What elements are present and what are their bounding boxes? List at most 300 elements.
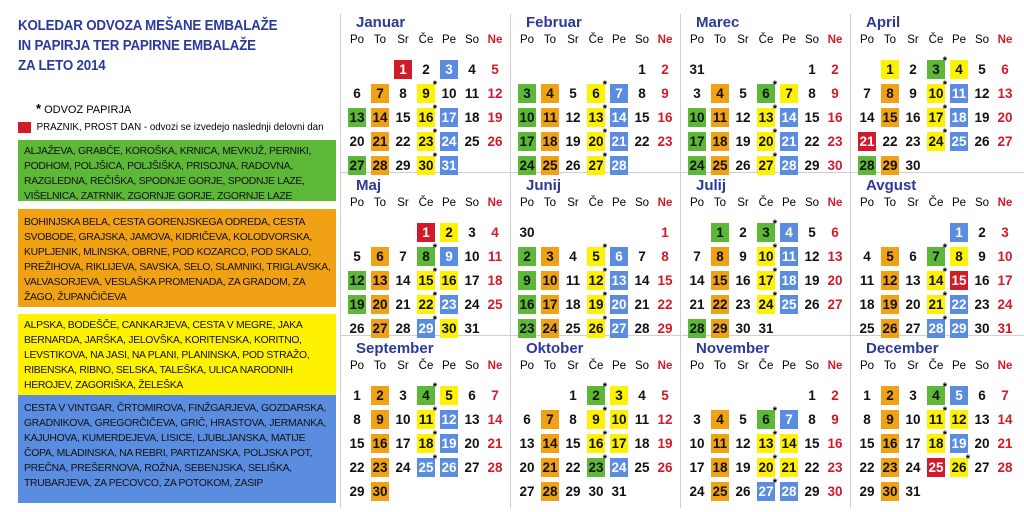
weekday-header: Sr: [567, 360, 579, 372]
day-cell: 15: [882, 110, 898, 125]
day-cell: 2: [881, 386, 899, 405]
day-cell: 16: [519, 297, 535, 312]
day-cell: 4: [950, 60, 968, 79]
weekday-header: So: [464, 34, 480, 46]
paper-star-icon: *: [432, 127, 437, 139]
day-cell: 14: [997, 412, 1013, 427]
day-cell: 20: [349, 134, 365, 149]
day-cell: 21: [611, 134, 627, 149]
weekday-header: Sr: [397, 197, 409, 209]
title-line-3: ZA LETO 2014: [18, 58, 106, 74]
day-cell: 8: [353, 412, 361, 427]
day-cell: 3 *: [927, 60, 945, 79]
day-cell: 13 *: [758, 429, 777, 451]
day-cell: 25: [712, 484, 728, 499]
paper-star-icon: *: [602, 405, 607, 417]
weekday-header: To: [373, 34, 387, 46]
month-junij: [518, 177, 688, 341]
day-cell: 23 *: [588, 453, 607, 475]
day-cell: 20: [997, 110, 1013, 125]
day-cell: 11 *: [928, 405, 947, 427]
day-cell: 6: [523, 412, 531, 427]
day-cell: 3: [693, 412, 701, 427]
weekday-header: Po: [689, 360, 705, 372]
weekday-header: Če: [418, 360, 434, 372]
day-cell: 13: [372, 273, 388, 288]
day-cell: 25: [781, 297, 797, 312]
day-cell: 7: [491, 388, 499, 403]
day-cell: 26: [349, 321, 365, 336]
day-cell: 17: [689, 460, 705, 475]
day-cell: 29: [712, 321, 728, 336]
day-cell: 18: [951, 110, 967, 125]
day-cell: 16: [882, 436, 898, 451]
weekday-header: Če: [418, 197, 434, 209]
day-cell: 9: [518, 271, 536, 290]
day-cell: 22: [634, 134, 650, 149]
day-cell: 11: [951, 86, 967, 101]
day-cell: 28: [487, 460, 503, 475]
day-cell: 1: [353, 388, 361, 403]
weekday-header: Ne: [997, 34, 1013, 46]
day-cell: 13 *: [588, 103, 607, 125]
month-name: Januar: [356, 14, 406, 31]
day-cell: 18: [634, 436, 650, 451]
paper-star-icon: *: [772, 477, 777, 489]
day-cell: 24: [395, 460, 411, 475]
area-orange-streets: BOHINJSKA BELA, CESTA GORENJSKEGA ODREDA, CESTA SVOBODE, GRAJSKA, JAMOVA, KIDRIČEVA, KOLODVORSKA, KUPLJENIK, MLINSKA, OBRNE, POD KOZARCO, POD SKALO, PREŽIHOVA, RIKLIJEVA, SAVSKA, SELO, SLAMNIKI, TRIGLAVSKA, VALVASORJEVA, VESLAŠKA PROMENADA, ZA GRADOM, ZA ŽAGO, ŽUPANČIČEVA: [18, 209, 336, 307]
day-cell: 30: [519, 225, 535, 240]
weekday-header: Če: [758, 34, 774, 46]
day-cell: 10: [542, 273, 558, 288]
day-cell: 21: [372, 134, 388, 149]
day-cell: 25: [487, 297, 503, 312]
day-cell: 14: [859, 110, 875, 125]
day-cell: 5: [808, 225, 816, 240]
day-cell: 24: [997, 297, 1013, 312]
day-cell: 21 *: [928, 290, 947, 312]
day-cell: 20: [827, 273, 843, 288]
legend-panel: [0, 0, 338, 512]
area-yellow-streets: ALPSKA, BODEŠČE, CANKARJEVA, CESTA V MEGRE, JAKA BERNARDA, JARŠKA, JELOVŠKA, KORITENSKA, KORITNO, LEVSTIKOVA, NA JASI, NA PLANI, PLANINSKA, POD STRAŽO, RIBENSKA, RIBNO, SELSKA, TALEŠKA, ULICA NARODNIH HEROJEV, ZAGORIŠKA, ŽELEŠKA: [18, 314, 336, 396]
paper-star-icon: *: [772, 151, 777, 163]
day-cell: 1: [808, 388, 816, 403]
day-cell: 27: [827, 297, 843, 312]
weekday-header: Pe: [441, 34, 457, 46]
day-cell: 9: [881, 410, 899, 429]
day-cell: 19: [974, 110, 990, 125]
day-cell: 31: [905, 484, 921, 499]
day-cell: 27 *: [758, 477, 777, 499]
day-cell: 17: [464, 273, 480, 288]
month-oktober: [518, 340, 688, 504]
day-cell: 28: [781, 484, 797, 499]
month-name: September: [356, 340, 434, 357]
day-cell: 1: [881, 60, 899, 79]
day-cell: 1: [808, 62, 816, 77]
day-cell: 30 *: [418, 151, 437, 173]
day-cell: 5: [739, 412, 747, 427]
paper-star-icon: *: [772, 127, 777, 139]
day-cell: 22: [712, 297, 728, 312]
paper-star-icon: *: [942, 55, 947, 67]
day-cell: 3: [909, 388, 917, 403]
weekday-header: So: [464, 197, 480, 209]
day-cell: 28 *: [928, 314, 947, 336]
paper-star-icon: *: [602, 151, 607, 163]
day-cell: 8 *: [417, 247, 435, 266]
weekday-header: Sr: [737, 34, 749, 46]
paper-star-icon: *: [942, 79, 947, 91]
weekday-header: To: [713, 360, 727, 372]
day-cell: 11: [487, 249, 503, 264]
day-cell: 5: [739, 86, 747, 101]
weekday-header: Pe: [611, 197, 627, 209]
day-cell: 3: [468, 225, 476, 240]
weekday-header: To: [713, 34, 727, 46]
paper-star-icon: *: [942, 405, 947, 417]
day-cell: 12: [735, 436, 751, 451]
day-cell: 29 *: [418, 314, 437, 336]
month-name: April: [866, 14, 901, 31]
day-cell: 16: [827, 110, 843, 125]
title-line-2: IN PAPIRJA TER PAPIRNE EMBALAŽE: [18, 38, 256, 54]
day-cell: 8: [711, 247, 729, 266]
legend-paper: [36, 101, 131, 116]
paper-star-icon: *: [942, 127, 947, 139]
weekday-header: Po: [349, 197, 365, 209]
day-cell: 12: [441, 412, 457, 427]
day-cell: 28: [611, 158, 627, 173]
day-cell: 6: [831, 225, 839, 240]
month-name: November: [696, 340, 770, 357]
day-cell: 4: [638, 388, 646, 403]
weekday-header: Ne: [487, 197, 503, 209]
day-cell: 19: [735, 134, 751, 149]
day-cell: 6: [978, 388, 986, 403]
weekday-header: Pe: [611, 360, 627, 372]
weekday-header: Če: [588, 197, 604, 209]
day-cell: 4: [541, 84, 559, 103]
day-cell: 22: [859, 460, 875, 475]
day-cell: 27: [464, 460, 480, 475]
day-cell: 22: [349, 460, 365, 475]
weekday-header: Ne: [827, 360, 843, 372]
day-cell: 2: [371, 386, 389, 405]
day-cell: 3: [399, 388, 407, 403]
day-cell: 30: [588, 484, 604, 499]
day-cell: 12: [349, 273, 365, 288]
day-cell: 17: [905, 436, 921, 451]
day-cell: 2: [978, 225, 986, 240]
paper-star-icon: *: [432, 151, 437, 163]
day-cell: 29: [565, 484, 581, 499]
day-cell: 26: [487, 134, 503, 149]
paper-star-icon: *: [772, 218, 777, 230]
weekday-header: To: [543, 34, 557, 46]
day-cell: 2: [739, 225, 747, 240]
day-cell: 7: [541, 410, 559, 429]
month-maj: [348, 177, 518, 341]
day-cell: 18: [464, 110, 480, 125]
day-cell: 31: [441, 158, 457, 173]
day-cell: 18: [712, 460, 728, 475]
area-blue-streets: CESTA V VINTGAR, ČRTOMIROVA, FINŽGARJEVA, GOZDARSKA, GRADNIKOVA, GREGORČIČEVA, GRIČ, HRASTOVA, JERMANKA, KAJUHOVA, KUMERDEJEVA, LISICE, LJUBLJANSKA, MATIJE ČOPA, MLADINSKA, NA REBRI, PARTIZANSKA, POLJSKA POT, PREČNA, PREŠERNOVA, ROŽNA, SEBENJSKA, SELIŠKA, TRUBARJEVA, ZA PECOVCO, ZA POTOKOM, ZASIP: [18, 395, 336, 503]
day-cell: 20: [464, 436, 480, 451]
day-cell: 22 *: [418, 290, 437, 312]
month-name: Maj: [356, 177, 382, 194]
day-cell: 3: [1001, 225, 1009, 240]
day-cell: 15: [657, 273, 673, 288]
day-cell: 14: [487, 412, 503, 427]
day-cell: 15: [349, 436, 365, 451]
day-cell: 25: [951, 134, 967, 149]
weekday-header: Po: [859, 197, 875, 209]
day-cell: 9 *: [587, 410, 605, 429]
weekday-header: To: [883, 360, 897, 372]
weekday-header: Sr: [737, 360, 749, 372]
day-cell: 13: [464, 412, 480, 427]
day-cell: 18: [542, 134, 558, 149]
day-cell: 21: [781, 134, 797, 149]
paper-star-icon: *: [772, 429, 777, 441]
day-cell: 25: [928, 460, 944, 475]
day-cell: 1: [417, 223, 435, 242]
day-cell: 10: [519, 110, 535, 125]
day-cell: 31: [758, 321, 774, 336]
day-cell: 19: [349, 297, 365, 312]
day-cell: 15: [951, 273, 967, 288]
weekday-header: So: [974, 197, 990, 209]
weekday-header: Pe: [951, 197, 967, 209]
day-cell: 2: [440, 223, 458, 242]
day-cell: 4: [711, 410, 729, 429]
month-name: Februar: [526, 14, 582, 31]
holiday-swatch: [18, 122, 31, 133]
day-cell: 10: [464, 249, 480, 264]
day-cell: 7: [371, 84, 389, 103]
day-cell: 26 *: [588, 314, 607, 336]
day-cell: 21: [487, 436, 503, 451]
day-cell: 5: [661, 388, 669, 403]
month-name: Marec: [696, 14, 740, 31]
day-cell: 5: [978, 62, 986, 77]
weekday-header: Po: [689, 197, 705, 209]
day-cell: 30: [974, 321, 990, 336]
day-cell: 26: [882, 321, 898, 336]
day-cell: 13: [997, 86, 1013, 101]
day-cell: 4 *: [927, 386, 945, 405]
month-julij: [688, 177, 858, 341]
month-februar: [518, 14, 688, 178]
day-cell: 9 *: [417, 84, 435, 103]
paper-star-icon: *: [602, 79, 607, 91]
day-cell: 29: [395, 158, 411, 173]
day-cell: 17: [441, 110, 457, 125]
weekday-header: Po: [519, 360, 535, 372]
day-cell: 23: [974, 297, 990, 312]
paper-star-icon: *: [432, 453, 437, 465]
weekday-header: Po: [859, 34, 875, 46]
day-cell: 9: [661, 86, 669, 101]
day-cell: 16: [905, 110, 921, 125]
weekday-header: Če: [418, 34, 434, 46]
day-cell: 23: [905, 134, 921, 149]
day-cell: 24: [611, 460, 627, 475]
day-cell: 31: [689, 62, 705, 77]
month-september: [348, 340, 518, 504]
day-cell: 14: [781, 436, 797, 451]
paper-star-icon: *: [432, 290, 437, 302]
weekday-header: Sr: [907, 34, 919, 46]
day-cell: 31: [464, 321, 480, 336]
day-cell: 10 *: [928, 79, 947, 101]
month-name: Julij: [696, 177, 727, 194]
legend-paper-text: ODVOZ PAPIRJA: [44, 104, 132, 116]
day-cell: 12: [804, 249, 820, 264]
day-cell: 14: [395, 273, 411, 288]
day-cell: 5: [353, 249, 361, 264]
day-cell: 30: [827, 158, 843, 173]
day-cell: 12: [735, 110, 751, 125]
day-cell: 3: [541, 247, 559, 266]
day-cell: 7: [693, 249, 701, 264]
day-cell: 20 *: [758, 453, 777, 475]
day-cell: 9: [831, 412, 839, 427]
weekday-header: Pe: [951, 34, 967, 46]
day-cell: 21: [542, 460, 558, 475]
day-cell: 22: [951, 297, 967, 312]
month-marec: [688, 14, 858, 178]
day-cell: 23: [372, 460, 388, 475]
paper-star-icon: *: [432, 314, 437, 326]
weekday-header: Po: [859, 360, 875, 372]
legend-holiday: [18, 121, 324, 133]
day-cell: 17 *: [928, 103, 947, 125]
weekday-header: To: [543, 360, 557, 372]
day-cell: 16 *: [588, 429, 607, 451]
day-cell: 27: [372, 321, 388, 336]
weekday-header: To: [373, 360, 387, 372]
day-cell: 28: [781, 158, 797, 173]
area-green-streets: ALJAŽEVA, GRABČE, KOROŠKA, KRNICA, MEVKUŽ, PERNIKI, PODHOM, POLJŠICA, POLJŠIŠKA, PRISOJNA, RADOVNA, RAZGLEDNA, REČIŠKA, SPODNJE GORJE, SPODNJE LAZE, VIŠELNICA, ZATRNIK, ZGORNJE GORJE, ZGORNJE LAZE: [18, 140, 336, 201]
day-cell: 23 *: [418, 127, 437, 149]
day-cell: 12: [657, 412, 673, 427]
month-april: [858, 14, 1024, 178]
day-cell: 27: [997, 134, 1013, 149]
paper-star-icon: *: [432, 79, 437, 91]
day-cell: 30: [882, 484, 898, 499]
calendar-title: [18, 16, 277, 76]
paper-star-icon: *: [602, 266, 607, 278]
paper-star-icon: *: [772, 242, 777, 254]
day-cell: 7: [1001, 388, 1009, 403]
weekday-header: Po: [519, 197, 535, 209]
day-cell: 6: [909, 249, 917, 264]
day-cell: 14: [689, 273, 705, 288]
weekday-header: Sr: [907, 360, 919, 372]
day-cell: 14: [611, 110, 627, 125]
day-cell: 6 *: [757, 84, 775, 103]
day-cell: 30: [441, 321, 457, 336]
day-cell: 27: [349, 158, 365, 173]
day-cell: 15: [565, 436, 581, 451]
paper-star-icon: *: [602, 103, 607, 115]
day-cell: 6: [371, 247, 389, 266]
weekday-header: So: [974, 34, 990, 46]
day-cell: 12 *: [588, 266, 607, 288]
paper-star-icon: *: [432, 405, 437, 417]
day-cell: 13: [974, 412, 990, 427]
weekday-header: Sr: [567, 34, 579, 46]
weekday-header: Če: [928, 34, 944, 46]
month-name: December: [866, 340, 939, 357]
day-cell: 7: [863, 86, 871, 101]
day-cell: 25: [712, 158, 728, 173]
day-cell: 3 *: [757, 223, 775, 242]
paper-star-icon: *: [432, 242, 437, 254]
weekday-header: Če: [588, 34, 604, 46]
day-cell: 17: [997, 273, 1013, 288]
weekday-header: To: [883, 197, 897, 209]
legend-holiday-text: PRAZNIK, PROST DAN - odvozi se izvedejo naslednji delovni dan: [36, 121, 324, 133]
day-cell: 23: [519, 321, 535, 336]
day-cell: 8: [569, 412, 577, 427]
day-cell: 24: [441, 134, 457, 149]
day-cell: 20: [519, 460, 535, 475]
day-cell: 17: [542, 297, 558, 312]
day-cell: 10: [441, 86, 457, 101]
paper-star-icon: *: [942, 103, 947, 115]
day-cell: 9: [739, 249, 747, 264]
day-cell: 14: [634, 273, 650, 288]
day-cell: 29: [349, 484, 365, 499]
day-cell: 28: [997, 460, 1013, 475]
day-cell: 28: [395, 321, 411, 336]
day-cell: 5: [440, 386, 458, 405]
day-cell: 11 *: [418, 405, 437, 427]
paper-star-icon: *: [602, 381, 607, 393]
day-cell: 11: [859, 273, 875, 288]
day-cell: 30: [372, 484, 388, 499]
day-cell: 24 *: [928, 127, 947, 149]
day-cell: 9: [909, 86, 917, 101]
day-cell: 16 *: [418, 103, 437, 125]
day-cell: 25: [859, 321, 875, 336]
day-cell: 1: [569, 388, 577, 403]
weekday-header: So: [804, 197, 820, 209]
month-november: [688, 340, 858, 504]
day-cell: 10: [395, 412, 411, 427]
day-cell: 20 *: [588, 127, 607, 149]
day-cell: 9: [831, 86, 839, 101]
day-cell: 7: [610, 84, 628, 103]
day-cell: 4 *: [417, 386, 435, 405]
day-cell: 10: [997, 249, 1013, 264]
paper-star-icon: *: [602, 127, 607, 139]
day-cell: 13: [905, 273, 921, 288]
day-cell: 20: [611, 297, 627, 312]
paper-star-icon: *: [432, 266, 437, 278]
day-cell: 23: [882, 460, 898, 475]
weekday-header: Ne: [487, 34, 503, 46]
day-cell: 27: [974, 460, 990, 475]
day-cell: 17: [395, 436, 411, 451]
day-cell: 2: [909, 62, 917, 77]
day-cell: 2 *: [587, 386, 605, 405]
weekday-header: Ne: [487, 360, 503, 372]
day-cell: 11: [565, 273, 581, 288]
